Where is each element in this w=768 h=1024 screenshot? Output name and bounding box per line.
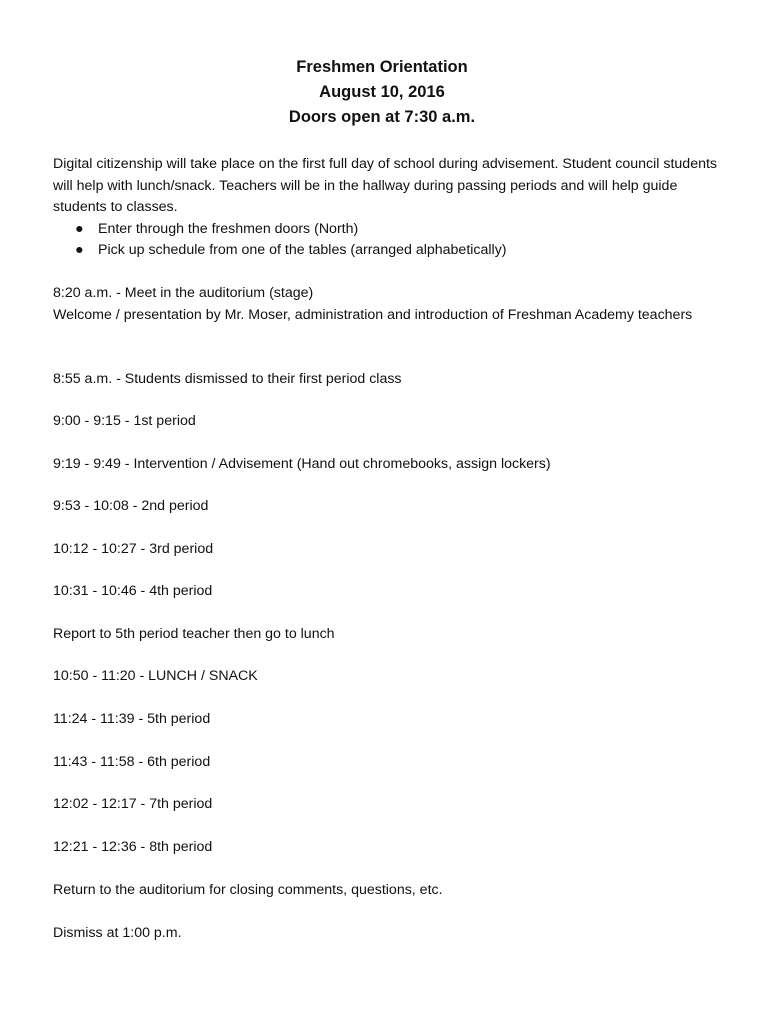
list-item (53, 219, 733, 241)
schedule-period-5: 11:24 - 11:39 - 5th period (53, 711, 211, 727)
intro-section (53, 154, 733, 262)
schedule-dismissed: 8:55 a.m. - Students dismissed to their first period class (53, 371, 402, 387)
event-date: August 10, 2016 (319, 83, 445, 101)
schedule-period-6: 11:43 - 11:58 - 6th period (53, 754, 211, 770)
schedule-period-7: 12:02 - 12:17 - 7th period (53, 796, 213, 812)
schedule-lunch: 10:50 - 11:20 - LUNCH / SNACK (53, 668, 258, 684)
list-item (53, 240, 733, 262)
instruction-list (53, 219, 733, 262)
list-item-text: Enter through the freshmen doors (North) (98, 220, 359, 237)
schedule-return: Return to the auditorium for closing comments, questions, etc. (53, 882, 443, 898)
intro-paragraph: Digital citizenship will take place on the first full day of school during advisement. Student council students will help with lunch/snack. Teachers will be in the hallway during passing periods and will help guide students to classes. (53, 156, 718, 215)
schedule-intervention: 9:19 - 9:49 - Intervention / Advisement (Hand out chromebooks, assign lockers) (53, 456, 551, 472)
doors-open-time: Doors open at 7:30 a.m. (288, 108, 476, 126)
schedule-dismiss: Dismiss at 1:00 p.m. (53, 925, 182, 941)
schedule-period-2: 9:53 - 10:08 - 2nd period (53, 498, 209, 514)
document-title: Freshmen Orientation (296, 58, 468, 76)
list-item-text: Pick up schedule from one of the tables (arranged alphabetically) (98, 242, 507, 258)
schedule-meet-block (53, 283, 743, 326)
schedule-period-8: 12:21 - 12:36 - 8th period (53, 839, 213, 855)
schedule-welcome: Welcome / presentation by Mr. Moser, administration and introduction of Freshman Academy teachers (53, 306, 693, 323)
schedule-meet: 8:20 a.m. - Meet in the auditorium (stage) (53, 285, 314, 301)
schedule-period-4: 10:31 - 10:46 - 4th period (53, 583, 213, 599)
schedule-report: Report to 5th period teacher then go to lunch (53, 626, 335, 642)
schedule-period-1: 9:00 - 9:15 - 1st period (53, 413, 196, 429)
bullet-icon: ● (75, 220, 84, 237)
title-block (0, 55, 764, 130)
bullet-icon: ● (75, 242, 84, 258)
schedule-period-3: 10:12 - 10:27 - 3rd period (53, 541, 214, 557)
